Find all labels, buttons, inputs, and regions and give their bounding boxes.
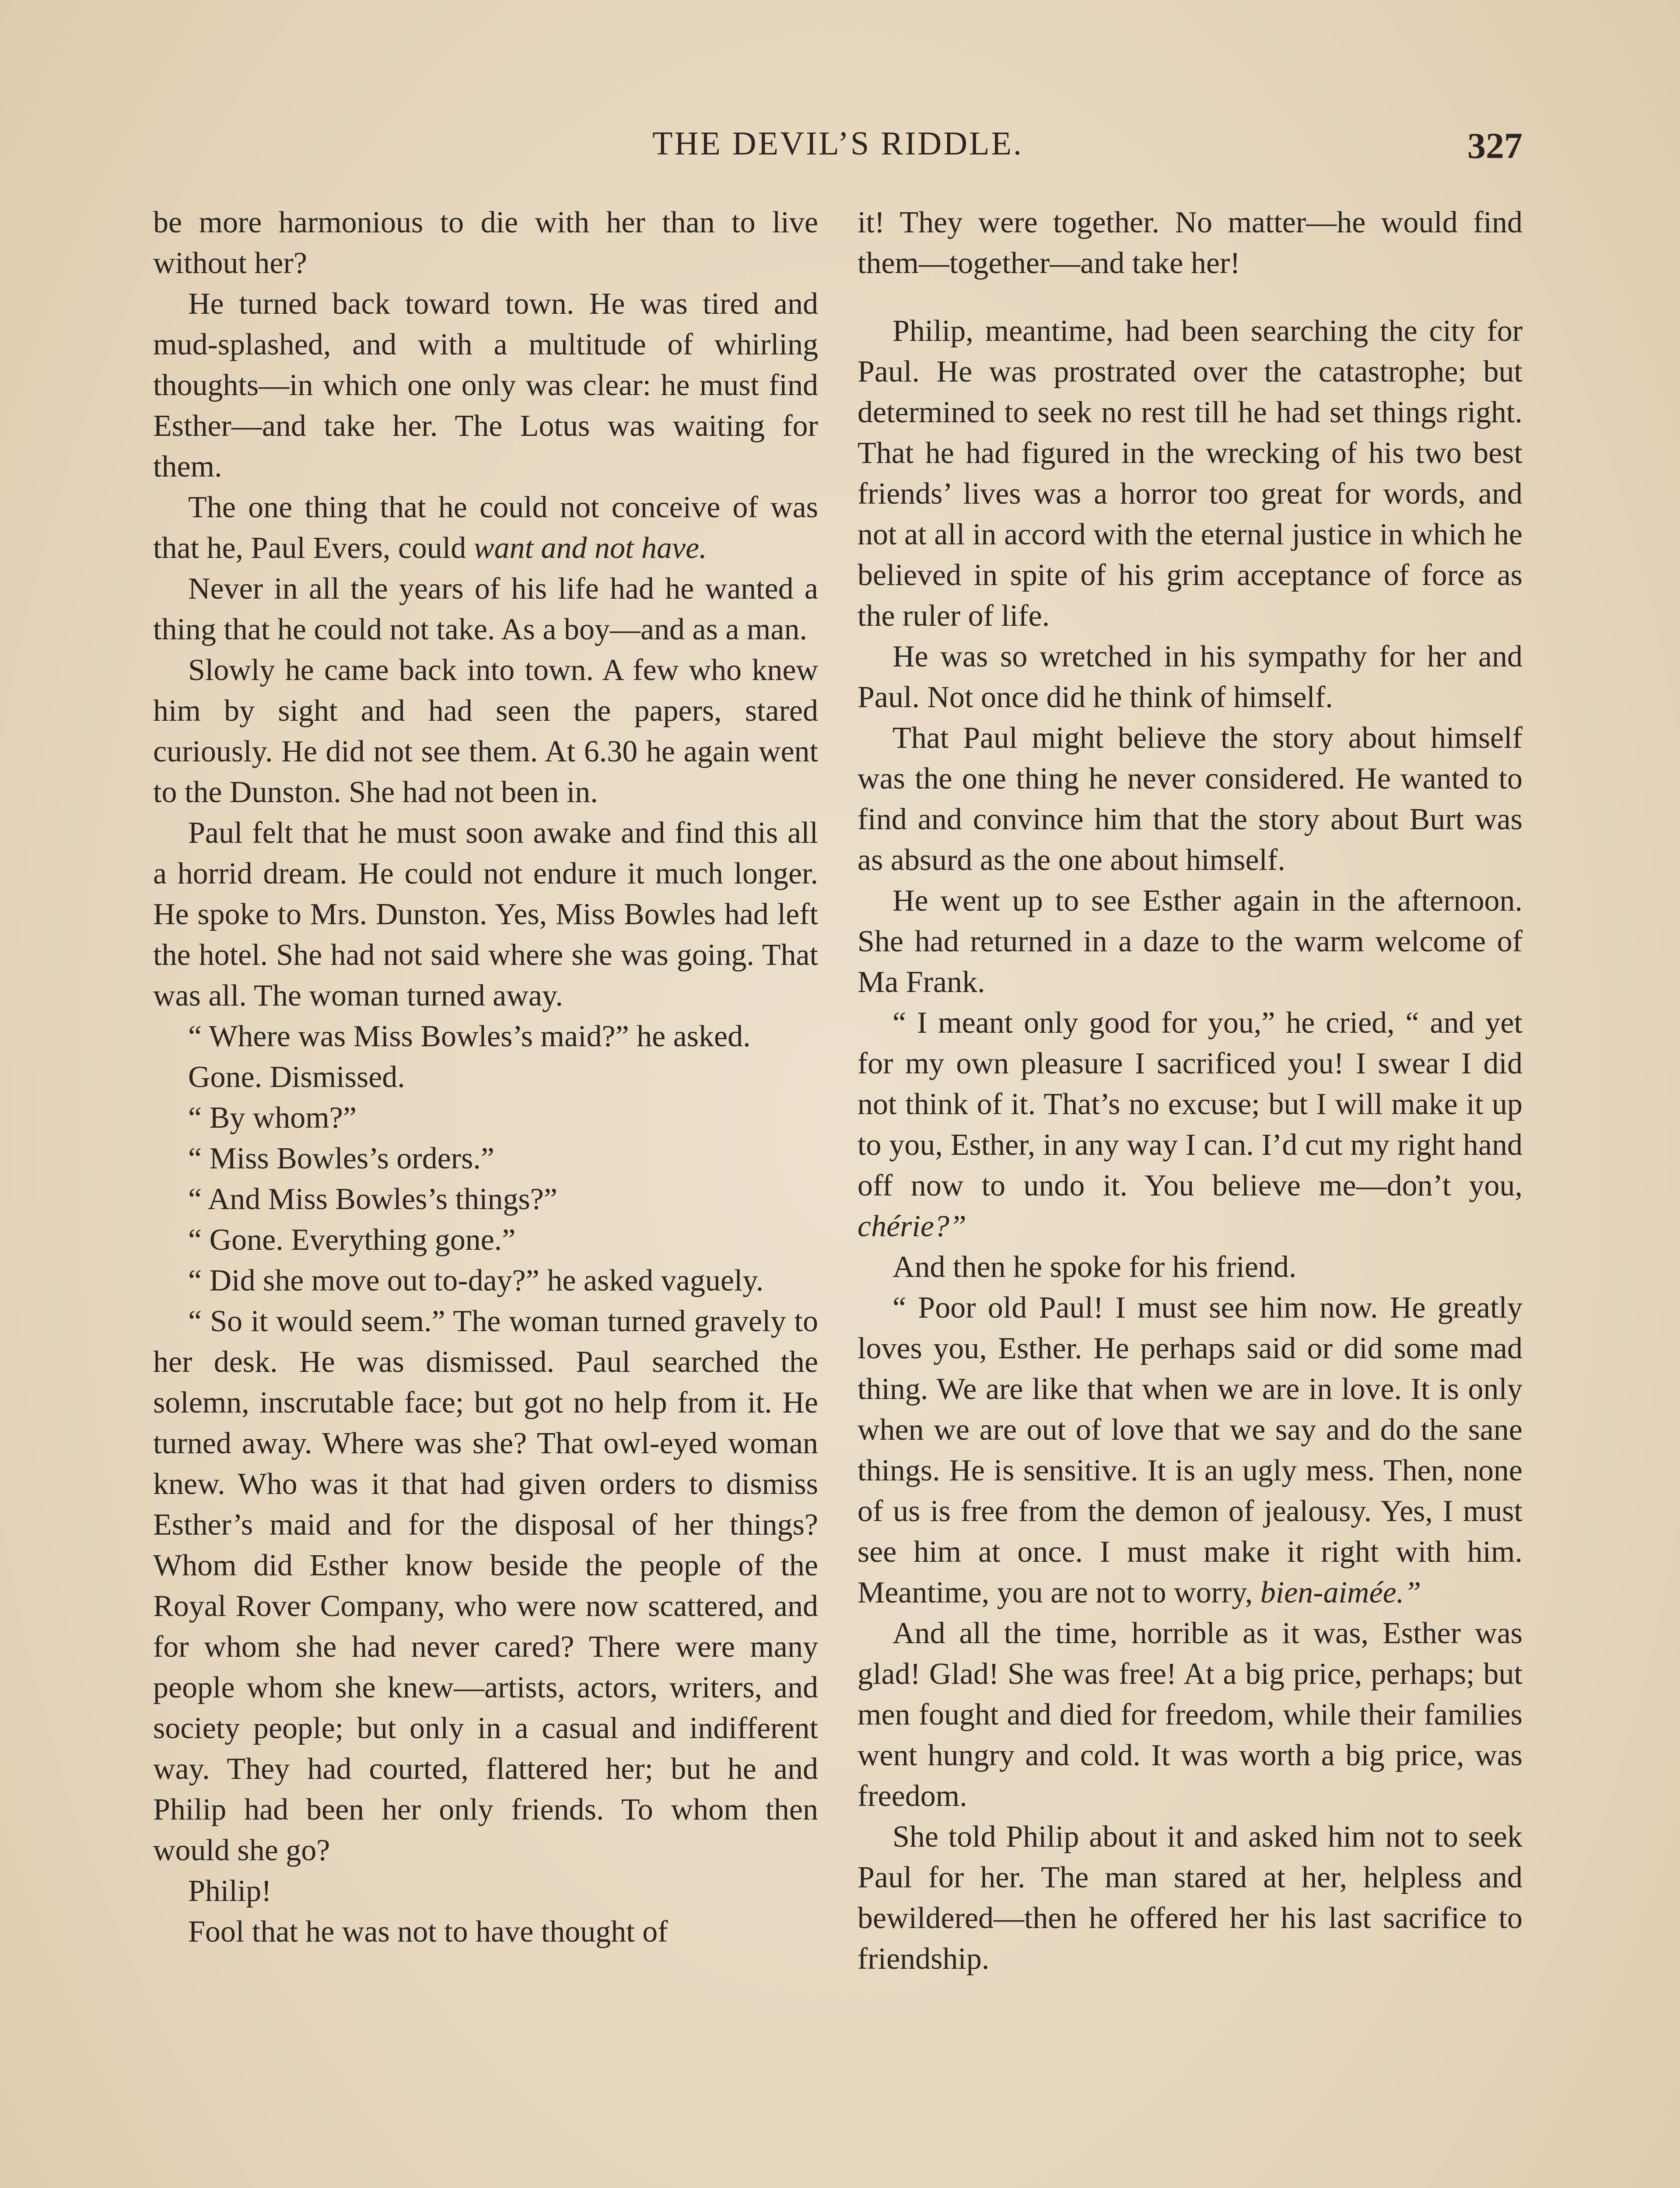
running-title: THE DEVIL’S RIDDLE.	[652, 125, 1023, 162]
paragraph-text: The one thing that he could not conceive of was that he, Paul Evers, could	[153, 491, 818, 565]
paragraph	[153, 487, 818, 568]
paragraph	[858, 1003, 1522, 1247]
paragraph: Never in all the years of his life had he wanted a thing that he could not take. As a boy—and as a man.	[153, 572, 818, 646]
page-number: 327	[1467, 126, 1522, 166]
paragraph: He was so wretched in his sympathy for her and Paul. Not once did he think of himself.	[858, 640, 1522, 714]
paragraph: be more harmonious to die with her than to live without her?	[153, 206, 818, 280]
paragraph: He turned back toward town. He was tired and mud-splashed, and with a multitude of whirling thoughts—in which one only was clear: he must find Esther—and take her. The Lotus was waiting for them.	[153, 287, 818, 484]
paragraph: “ Gone. Everything gone.”	[188, 1223, 516, 1257]
left-column	[153, 202, 818, 1952]
paragraph-text: “ Poor old Paul! I must see him now. He greatly loves you, Esther. He perhaps said or did some mad thing. We are like that when we are in love. It is only when we are out of love that we say and do the sane things. He is sensitive. It is an ugly mess. Then, none of us is free from the demon of jealousy. Yes, I must see him at once. I must make it right with him. Meantime, you are not to worry,	[858, 1291, 1522, 1609]
paragraph-text: “ I meant only good for you,” he cried, “ and yet for my own pleasure I sacrificed you! I swear I did not think of it. That’s no excuse; but I will make it up to you, Esther, in any way I can. I’d cut my right hand off now to undo it. You believe me—don’t you,	[858, 1006, 1522, 1203]
paragraph: “ By whom?”	[188, 1101, 357, 1135]
paragraph: Philip, meantime, had been searching the city for Paul. He was prostrated over the catastrophe; but determined to seek no rest till he had set things right. That he had figured in the wrecking of his two best friends’ lives was a horror too great for words, and not at all in accord with the eternal justice in which he believed in spite of his grim acceptance of force as the ruler of life.	[858, 314, 1522, 633]
italic-text: want and not have.	[473, 531, 707, 565]
paragraph: “ Miss Bowles’s orders.”	[188, 1142, 494, 1175]
paragraph: She told Philip about it and asked him not to seek Paul for her. The man stared at her, helpless and bewildered—then he offered her his last sacrifice to friendship.	[858, 1820, 1522, 1976]
paragraph: And then he spoke for his friend.	[892, 1250, 1297, 1284]
paragraph: “ Did she move out to-day?” he asked vaguely.	[188, 1264, 764, 1297]
paragraph: That Paul might believe the story about himself was the one thing he never considered. He wanted to find and convince him that the story about Burt was as absurd as the one about himself.	[858, 721, 1522, 877]
paragraph: “ So it would seem.” The woman turned gravely to her desk. He was dismissed. Paul searched the solemn, inscrutable face; but got no help from it. He turned away. Where was she? That owl-eyed woman knew. Who was it that had given orders to dismiss Esther’s maid and for the disposal of her things? Whom did Esther know beside the people of the Royal Rover Company, who were now scattered, and for whom she had never cared? There were many people whom she knew—artists, actors, writers, and society people; but only in a casual and indifferent way. They had courted, flattered her; but he and Philip had been her only friends. To whom then would she go?	[153, 1304, 818, 1867]
paragraph: Gone. Dismissed.	[188, 1060, 405, 1094]
paragraph: Slowly he came back into town. A few who knew him by sight and had seen the papers, stared curiously. He did not see them. At 6.30 he again went to the Dunston. She had not been in.	[153, 653, 818, 809]
italic-text: bien-aimée.”	[1260, 1576, 1421, 1609]
paragraph: He went up to see Esther again in the afternoon. She had returned in a daze to the warm welcome of Ma Frank.	[858, 884, 1522, 999]
paragraph: “ And Miss Bowles’s things?”	[188, 1182, 557, 1216]
paragraph: it! They were together. No matter—he would find them—together—and take her!	[858, 206, 1522, 280]
paragraph: Philip!	[188, 1874, 272, 1908]
paragraph: “ Where was Miss Bowles’s maid?” he asked.	[188, 1020, 751, 1053]
italic-text: chérie?”	[858, 1210, 966, 1243]
paragraph: Fool that he was not to have thought of	[188, 1915, 668, 1949]
right-column	[858, 202, 1522, 1979]
paragraph	[858, 1287, 1522, 1613]
page-header	[153, 125, 1522, 173]
paragraph: And all the time, horrible as it was, Esther was glad! Glad! She was free! At a big price, perhaps; but men fought and died for freedom, while their families went hungry and cold. It was worth a big price, was freedom.	[858, 1616, 1522, 1813]
paragraph: Paul felt that he must soon awake and find this all a horrid dream. He could not endure it much longer. He spoke to Mrs. Dunston. Yes, Miss Bowles had left the hotel. She had not said where she was going. That was all. The woman turned away.	[153, 816, 818, 1013]
